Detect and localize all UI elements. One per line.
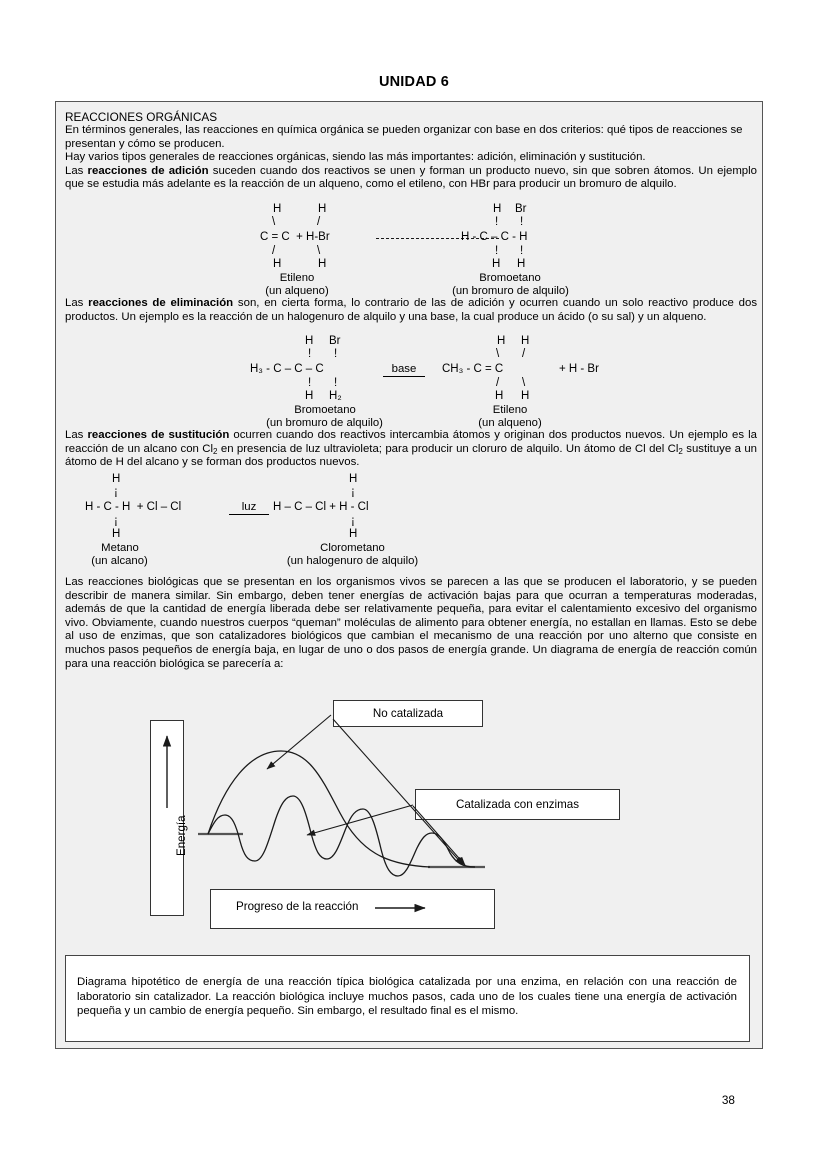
elim-reactant-name: Bromoetano <box>294 404 356 417</box>
paragraph-biological <box>65 576 757 671</box>
substitution-prefix: Las <box>65 429 88 442</box>
subst-reactant-tick-b: ¡ <box>114 514 118 527</box>
content-inner <box>65 110 757 938</box>
leader-catalyzed-product <box>413 806 465 865</box>
substitution-lead-a: ocurren cuando dos reactivos intercambia átomos y originan dos productos nuevos. Un ejemplo es la reacción de un alcano con Cl <box>65 429 758 455</box>
subst-reactant-class: (un alcano) <box>91 554 148 567</box>
energy-curves <box>65 693 757 938</box>
addition-bold-term: reacciones de adición <box>87 164 209 177</box>
subst-product-core: H – C – Cl + H - Cl <box>273 500 369 513</box>
elim-reactant-tick-bl: ! <box>308 377 312 390</box>
elim-product-bond-bl: / <box>496 377 500 390</box>
elim-condition-base: base <box>383 364 425 377</box>
addition-product-tick-tr: ! <box>520 215 524 228</box>
uncatalyzed-curve <box>208 751 430 867</box>
addition-product-tick-tl: ! <box>495 215 499 228</box>
progress-axis-label: Progreso de la reacción <box>236 900 359 914</box>
elim-reactant-h-bot: H <box>305 390 314 403</box>
addition-reactant-h-top-right: H <box>318 202 327 215</box>
elim-product-h-top-r: H <box>521 335 530 348</box>
elim-reactant-tick-br: ! <box>334 377 338 390</box>
elimination-lead-text: son, en cierta forma, lo contrario de las de adición y ocurren cuando un solo reactivo produce dos productos. Un ejemplo es la reacción de un halogenuro de alquilo y una base, la cual produce un ácido (o su sal) y un alqueno. <box>65 296 758 323</box>
paragraph-biological-text: Las reacciones biológicas que se presentan en los organismos vivos se parecen a las que se producen el laboratorio, y se pueden describir de manera similar. Sin embargo, deben tener energías de activación bajas para que ocurran a temperaturas moderadas, además de que la cantidad de energía liberada debe ser relativamente pequeña, para evitar el calentamiento excesivo del organismo vivo. Obviamente, cuando nuestros cuerpos “queman” moléculas de alimento para obtener energía, no estallan en llamas. Esto se debe al uso de enzimas, que son catalizadores biológicos que cambian el mecanismo de una reacción por uno alterno que consiste en muchos pasos pequeños de energía baja, en lugar de uno o dos pasos de energía grande. Un diagrama de energía de reacción común para una reacción biológica se parecería a: <box>65 575 757 670</box>
section-heading: REACCIONES ORGÁNICAS <box>65 110 218 124</box>
addition-reactant-bond-br: \ <box>317 244 321 257</box>
leader-uncatalyzed-product <box>333 719 463 865</box>
addition-reactant-h-bot-right: H <box>318 257 327 270</box>
paragraph-intro <box>65 124 757 151</box>
addition-product-h-bot-r: H <box>517 257 526 270</box>
elimination-prefix: Las <box>65 296 89 309</box>
paragraph-substitution <box>65 429 757 470</box>
reaction-addition-diagram <box>65 200 757 297</box>
figure-caption-box <box>65 955 750 1042</box>
addition-reactant-bond-tl: \ <box>272 215 276 228</box>
elim-product-h-bot-r: H <box>521 390 530 403</box>
substitution-sub-2: 2 <box>678 446 683 456</box>
paragraph-types-text: Hay varios tipos generales de reacciones orgánicas, siendo las más importantes: adición, eliminación y sustitución. <box>65 151 646 164</box>
subst-reactant-name: Metano <box>101 541 139 554</box>
subst-product-name: Clorometano <box>320 541 385 554</box>
energy-diagram <box>65 693 757 938</box>
paragraph-types <box>65 151 757 165</box>
elim-product-h-top-l: H <box>497 335 506 348</box>
addition-reactant-name: Etileno <box>279 271 315 284</box>
subst-product-h-top: H <box>349 472 358 485</box>
addition-reactant-class: (un alqueno) <box>265 284 329 297</box>
figure-caption-text: Diagrama hipotético de energía de una reacción típica biológica catalizada por una enzima, en relación con una reacción de laboratorio sin catalizador. La reacción biológica incluye muchos pasos, cada uno de los cuales tiene una energía de activación pequeña y un cambio de energía pequeño. Sin embargo, el resultado final es el mismo. <box>77 976 737 1017</box>
addition-reactant-bond-tr: / <box>317 215 321 228</box>
elim-reactant-h2-bot: H₂ <box>329 390 342 403</box>
subst-product-tick-b: ¡ <box>351 514 355 527</box>
elimination-bold-term: reacciones de eliminación <box>88 296 234 309</box>
callout-uncatalyzed-label: No catalizada <box>372 707 444 721</box>
substitution-sub-1: 2 <box>213 446 218 456</box>
elim-reactant-core: H₃ - C – C – C <box>250 363 324 376</box>
subst-reactant-core: H - C - H + Cl – Cl <box>85 500 182 513</box>
elim-reactant-class: (un bromuro de alquilo) <box>266 417 383 430</box>
elim-product-class: (un alqueno) <box>478 417 542 430</box>
elim-product-bond-br: \ <box>522 377 526 390</box>
subst-reactant-tick-t: ¡ <box>114 485 118 498</box>
content-frame <box>55 101 763 1049</box>
page-number: 38 <box>721 1093 735 1107</box>
substitution-lead-b: en presencia de luz ultravioleta; para producir un cloruro de alquilo. Un átomo de Cl del Cl <box>217 442 679 455</box>
addition-reactant-bond-bl: / <box>272 244 276 257</box>
addition-product-h-top: H <box>493 202 502 215</box>
addition-product-core: H - C – C - H <box>461 230 528 243</box>
subst-reactant-h-top: H <box>112 472 121 485</box>
addition-lead-text: suceden cuando dos reactivos se unen y forman un producto nuevo, sin que sobren átomos. Un ejemplo que se estudia más adelante es la reacción de un alqueno, como el etileno, con HBr para producir un bromuro de alquilo. <box>65 164 758 191</box>
paragraph-elimination <box>65 297 757 324</box>
paragraph-intro-text: En términos generales, las reacciones en química orgánica se pueden organizar con base en dos criterios: qué tipos de reacciones se presentan y cómo se producen. <box>65 124 743 150</box>
elim-product-bond-tr: / <box>522 348 526 361</box>
energy-axis-label: Energía <box>175 815 188 857</box>
reaction-elimination-diagram <box>65 332 757 430</box>
addition-reactant-h-bot-left: H <box>273 257 282 270</box>
paragraph-addition <box>65 165 757 192</box>
elim-reactant-tick-tl: ! <box>308 348 312 361</box>
subst-product-h-bot: H <box>349 527 358 540</box>
elim-product-h-bot-l: H <box>495 390 504 403</box>
elim-reactant-br-top: Br <box>329 335 341 348</box>
substitution-bold-term: reacciones de sustitución <box>87 429 230 442</box>
elim-product-core: CH₃ - C = C <box>442 363 504 376</box>
reaction-substitution-diagram <box>65 472 757 567</box>
elim-reactant-h-top: H <box>305 335 314 348</box>
addition-reactant-h-top-left: H <box>273 202 282 215</box>
callout-catalyzed-label: Catalizada con enzimas <box>455 798 580 812</box>
addition-product-class: (un bromuro de alquilo) <box>452 284 569 297</box>
substitution-lead-c: sustituye a un átomo de H del alcano y se forman dos productos nuevos. <box>65 442 757 469</box>
addition-product-tick-br: ! <box>520 244 524 257</box>
catalyzed-curve <box>208 796 475 876</box>
subst-condition-luz: luz <box>229 502 269 515</box>
addition-product-tick-bl: ! <box>495 244 499 257</box>
elim-product-extra: + H - Br <box>559 363 599 376</box>
addition-reactant-core: C = C + H-Br <box>260 230 330 243</box>
subst-product-class: (un halogenuro de alquilo) <box>286 554 419 567</box>
addition-product-br-top: Br <box>515 202 527 215</box>
elim-reactant-tick-tr: ! <box>334 348 338 361</box>
subst-reactant-h-bot: H <box>112 527 121 540</box>
page-title: UNIDAD 6 <box>378 74 450 90</box>
addition-prefix: Las <box>65 164 88 177</box>
addition-product-h-bot-l: H <box>492 257 501 270</box>
addition-product-name: Bromoetano <box>479 271 541 284</box>
elim-product-name: Etileno <box>492 404 528 417</box>
elim-product-bond-tl: \ <box>496 348 500 361</box>
subst-product-tick-t: ¡ <box>351 485 355 498</box>
leader-uncatalyzed <box>267 715 331 769</box>
